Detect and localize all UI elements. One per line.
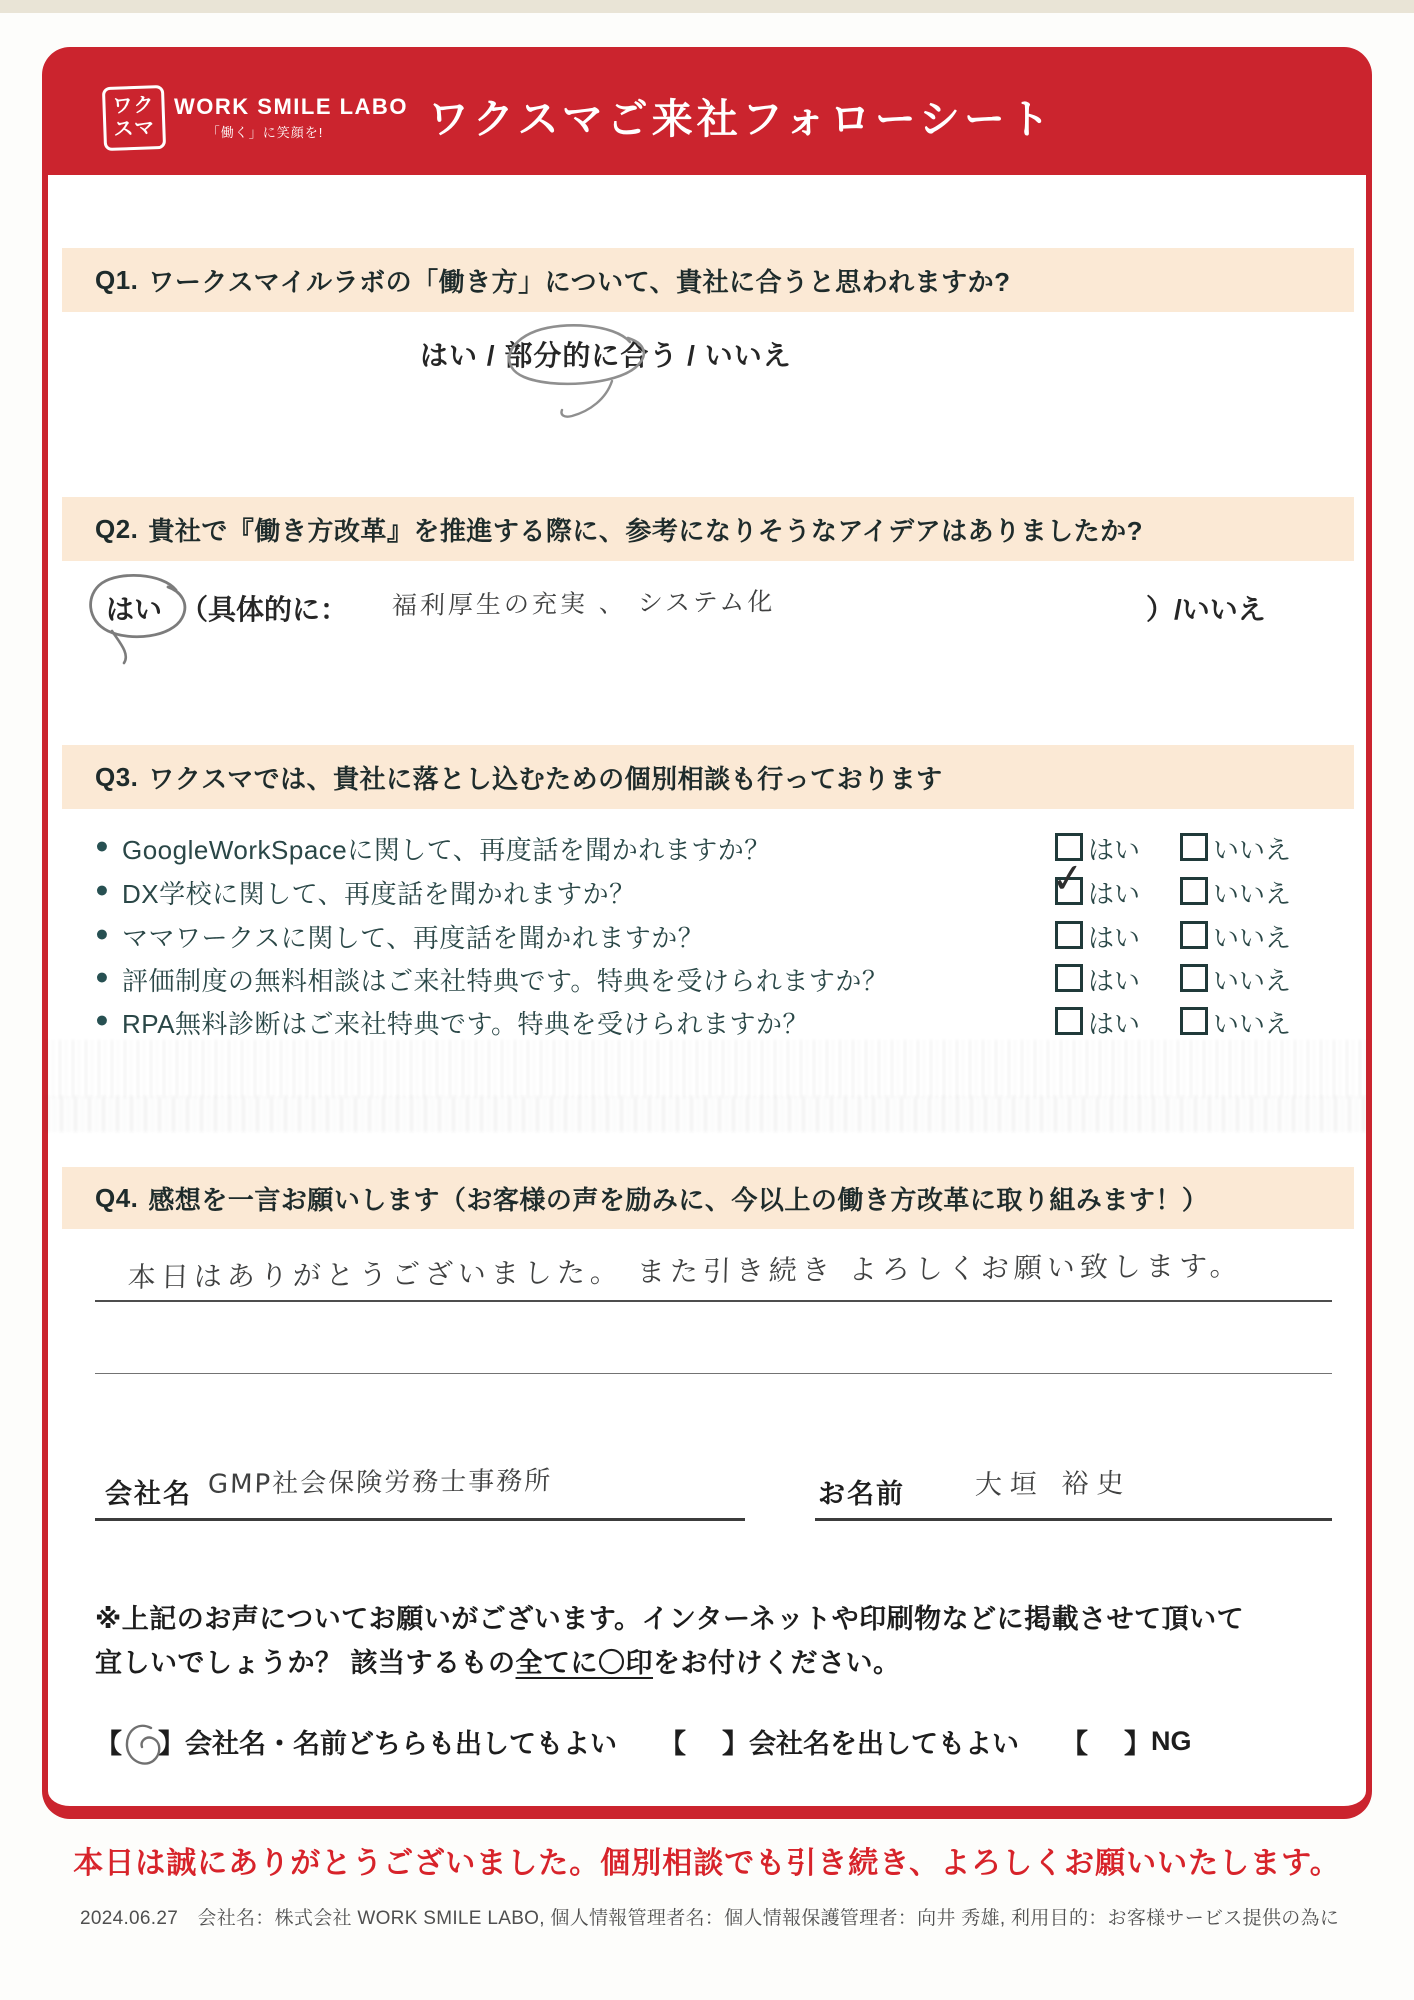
hand-circle-mark <box>122 1719 166 1769</box>
name-underline <box>815 1518 1332 1521</box>
comment-line-2 <box>95 1373 1332 1374</box>
consent-options-row <box>95 1722 1234 1761</box>
bullet-icon: ● <box>95 832 109 858</box>
q1-option-yes: はい <box>420 340 479 371</box>
bullet-icon: ● <box>95 920 109 946</box>
footer-thanks-message: 本日は誠にありがとうございました。個別相談でも引き続き、よろしくお願いいたします。 <box>73 1847 1341 1880</box>
worksmile-logo-icon <box>102 85 166 151</box>
q4-number: Q4. <box>95 1182 139 1213</box>
brand-tagline: 「働く」に笑顔を! <box>206 125 324 140</box>
consent-option-both: 【 】 会社名・名前どちらも出してもよい <box>95 1722 617 1761</box>
sheet-title: ワクスマご来社フォローシート <box>428 96 1054 142</box>
q1-option-partial: 部分的に合う <box>504 340 679 371</box>
comment-line-1 <box>95 1300 1332 1302</box>
checkbox-yes <box>1055 1007 1083 1035</box>
q3-heading-band <box>62 745 1354 809</box>
q4-question: 感想を一言お願いします（お客様の声を励みに、今以上の働き方改革に取り組みます！） <box>148 1184 1209 1215</box>
q3-row-rpa: ● RPA無料診断はご来社特典です。特典を受けられますか？ はい いいえ <box>95 1006 1292 1039</box>
checkbox-no <box>1180 964 1208 992</box>
q2-detail-prefix: （具体的に： <box>180 594 349 625</box>
q1-number: Q1. <box>95 264 139 295</box>
q2-detail-suffix: ）/いいえ <box>1146 594 1266 625</box>
q1-option-no: いいえ <box>704 340 792 371</box>
checkbox-no <box>1180 1007 1208 1035</box>
q2-handwritten-detail: 福利厚生の充実 、 システム化 <box>391 586 776 621</box>
checkbox-no <box>1180 921 1208 949</box>
q1-separator: / <box>478 340 505 371</box>
company-underline <box>95 1518 745 1521</box>
brand-name: WORK SMILE LABO <box>174 94 408 119</box>
q1-heading-band <box>62 248 1354 312</box>
handwritten-checkmark: ✓ <box>1048 855 1087 903</box>
consent-option-company-only: 【 】 会社名を出してもよい <box>659 1729 1019 1759</box>
company-label: 会社名 <box>105 1479 192 1509</box>
q3-row-googleworkspace: ● GoogleWorkSpaceに関して、再度話を聞かれますか？ はい いいえ <box>95 832 1292 865</box>
checkbox-no <box>1180 833 1208 861</box>
q3-number: Q3. <box>95 761 139 792</box>
checkbox-yes <box>1055 964 1083 992</box>
bullet-icon: ● <box>95 1006 109 1032</box>
bullet-icon: ● <box>95 963 109 989</box>
footer-info-line: 2024.06.27 会社名：株式会社 WORK SMILE LABO, 個人情報管理者名：個人情報保護管理者：向井 秀雄, 利用目的：お客様サービス提供の為に <box>80 1908 1340 1929</box>
underlined-phrase: 全てに〇印 <box>515 1648 654 1678</box>
q3-heading: ワクスマでは、貴社に落とし込むための個別相談も行っております <box>148 763 943 794</box>
name-handwritten-value: 大垣 裕史 <box>974 1468 1132 1501</box>
hand-circle-q1-partial <box>492 318 672 433</box>
q3-row-dx-school: ● DX学校に関して、再度話を聞かれますか？ はい いいえ <box>95 876 1292 909</box>
consent-note-line1: ※上記のお声についてお願いがございます。インターネットや印刷物などに掲載させて頂いて <box>95 1604 1245 1634</box>
q4-heading-band <box>62 1167 1354 1229</box>
company-handwritten-value: GMP社会保険労務士事務所 <box>207 1466 553 1500</box>
bullet-icon: ● <box>95 876 109 902</box>
checkbox-yes <box>1055 921 1083 949</box>
scan-ghost-band <box>46 1096 1370 1132</box>
scan-ghost-band <box>46 1040 1370 1098</box>
scan-edge-strip <box>0 0 1414 13</box>
q2-heading-band <box>62 497 1354 561</box>
checkbox-no <box>1180 877 1208 905</box>
logo-text-bottom: スマ <box>113 117 156 141</box>
logo-text-top: ワク <box>112 94 155 118</box>
consent-note-line2: 宜しいでしょうか？ 該当するもの全てに〇印をお付けください。 <box>95 1648 901 1678</box>
q3-row-mamaworks: ● ママワークスに関して、再度話を聞かれますか？ はい いいえ <box>95 920 1292 953</box>
name-label: お名前 <box>818 1479 905 1509</box>
q2-question: 貴社で『働き方改革』を推進する際に、参考になりそうなアイデアはありましたか? <box>148 515 1143 546</box>
q3-row-hyouka: ● 評価制度の無料相談はご来社特典です。特典を受けられますか？ はい いいえ <box>95 963 1292 996</box>
q1-separator: / <box>678 340 705 371</box>
q2-option-yes: はい <box>106 594 163 625</box>
q1-question: ワークスマイルラボの「働き方」について、貴社に合うと思われますか? <box>148 266 1011 297</box>
consent-mark-slot <box>122 1725 158 1759</box>
q2-number: Q2. <box>95 513 139 544</box>
q4-handwritten-comment: 本日はありがとうございました。 また引き続き よろしくお願い致します。 <box>127 1249 1244 1294</box>
consent-option-ng: 【 】 NG <box>1061 1726 1192 1759</box>
